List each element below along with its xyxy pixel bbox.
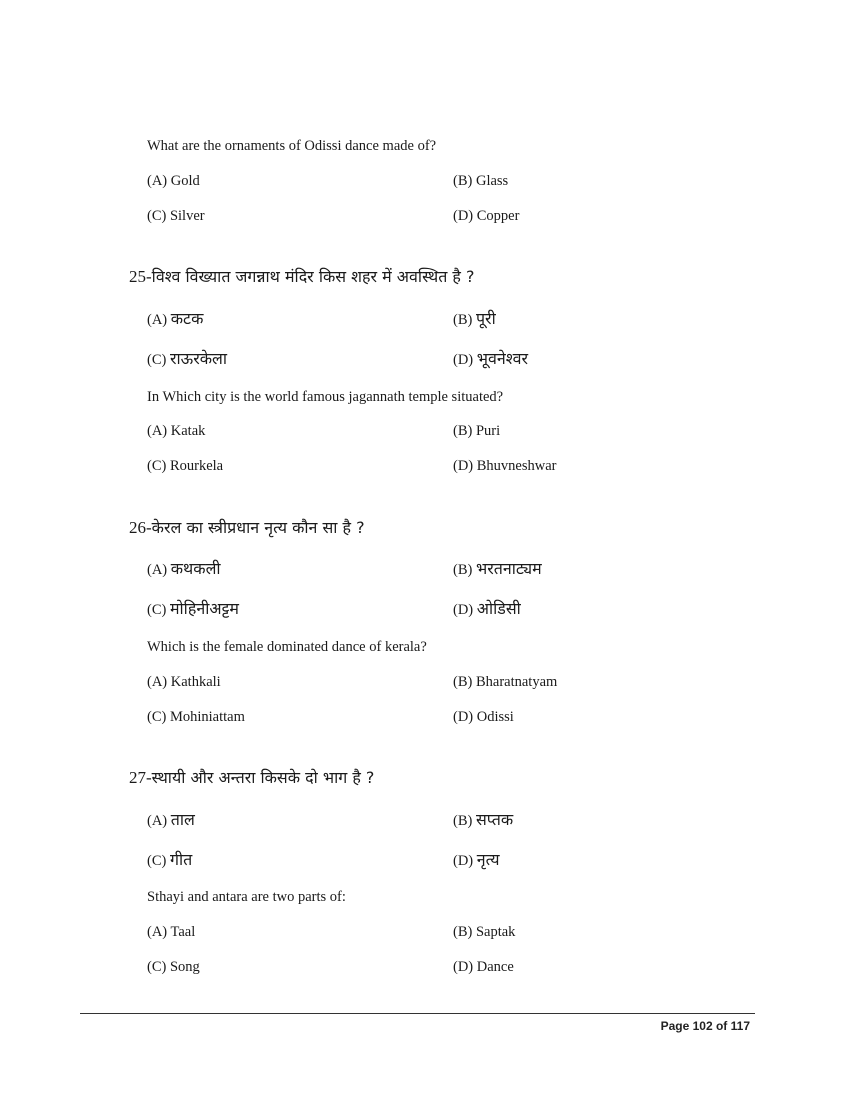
option-text: Gold: [170, 173, 200, 189]
option-text: Bhuvneshwar: [476, 458, 557, 474]
option-label: (C): [147, 602, 167, 618]
option-label: (B): [453, 924, 473, 940]
option-label: (A): [147, 674, 168, 690]
option-label: (C): [147, 458, 167, 474]
option-label: (C): [147, 959, 167, 975]
option-label: (A): [147, 423, 168, 439]
option-label: (A): [147, 562, 168, 578]
option-label: (D): [453, 853, 474, 869]
question-text: Which is the female dominated dance of kerala?: [147, 639, 427, 655]
option-d: [453, 959, 514, 976]
option-b: [453, 674, 557, 691]
option-label: (C): [147, 208, 167, 224]
question-text: In Which city is the world famous jagannath temple situated?: [147, 389, 504, 405]
option-c: [147, 597, 239, 619]
option-text: भूवनेश्वर: [476, 349, 529, 368]
option-b: [453, 173, 508, 190]
option-text: ओडिसी: [476, 599, 521, 618]
option-label: (C): [147, 709, 167, 725]
option-c: [147, 848, 192, 870]
option-c: [147, 208, 205, 225]
option-text: कटक: [170, 309, 204, 328]
option-text: मोहिनीअट्टम: [169, 599, 239, 618]
option-label: (A): [147, 924, 168, 940]
option-label: (B): [453, 312, 473, 328]
option-label: (D): [453, 602, 474, 618]
option-text: पूरी: [475, 309, 496, 328]
option-label: (B): [453, 173, 473, 189]
option-d: [453, 458, 557, 475]
option-label: (B): [453, 562, 473, 578]
question-text: Sthayi and antara are two parts of:: [147, 889, 346, 905]
question-heading: [129, 766, 374, 788]
option-label: (C): [147, 352, 167, 368]
option-c: [147, 959, 200, 976]
option-text: राऊरकेला: [169, 349, 228, 368]
question-text-hindi: स्थायी और अन्तरा किसके दो भाग है ?: [151, 768, 375, 787]
question-number: 25-: [129, 267, 152, 286]
option-label: (D): [453, 458, 474, 474]
option-b: [453, 924, 515, 941]
option-text: ताल: [170, 810, 195, 829]
option-label: (B): [453, 674, 473, 690]
page-number: Page 102 of 117: [660, 1019, 750, 1033]
option-a: [147, 423, 205, 440]
option-text: नृत्य: [476, 850, 500, 869]
option-label: (D): [453, 208, 474, 224]
option-text: भरतनाट्यम: [475, 559, 542, 578]
option-a: [147, 924, 195, 941]
option-text: Copper: [476, 208, 520, 224]
option-text: Bharatnatyam: [475, 674, 558, 690]
option-d: [453, 848, 500, 870]
option-c: [147, 709, 245, 726]
option-text: Odissi: [476, 709, 514, 725]
option-label: (D): [453, 709, 474, 725]
option-text: सप्तक: [475, 810, 514, 829]
question-text: What are the ornaments of Odissi dance made of?: [147, 138, 437, 154]
option-text: गीत: [169, 850, 193, 869]
option-label: (B): [453, 423, 473, 439]
option-text: Rourkela: [169, 458, 224, 474]
option-text: Saptak: [475, 924, 516, 940]
option-text: Song: [169, 959, 200, 975]
option-text: Taal: [170, 924, 196, 940]
question-number: 27-: [129, 768, 152, 787]
option-a: [147, 674, 221, 691]
footer-divider: [80, 1013, 755, 1014]
option-a: [147, 808, 195, 830]
option-d: [453, 597, 521, 619]
option-label: (B): [453, 813, 473, 829]
option-c: [147, 458, 223, 475]
question-heading: [129, 516, 365, 538]
option-d: [453, 347, 528, 369]
option-d: [453, 709, 514, 726]
question-text-hindi: विश्व विख्यात जगन्नाथ मंदिर किस शहर में अवस्थित है ?: [151, 267, 475, 286]
option-text: कथकली: [170, 559, 221, 578]
option-label: (A): [147, 312, 168, 328]
question-text-hindi: केरल का स्त्रीप्रधान नृत्य कौन सा है ?: [151, 518, 365, 537]
option-d: [453, 208, 519, 225]
option-label: (D): [453, 352, 474, 368]
option-a: [147, 173, 200, 190]
option-a: [147, 307, 203, 329]
option-text: Puri: [475, 423, 501, 439]
option-label: (A): [147, 813, 168, 829]
option-b: [453, 557, 542, 579]
option-text: Mohiniattam: [169, 709, 245, 725]
option-text: Glass: [475, 173, 509, 189]
option-b: [453, 423, 500, 440]
option-text: Silver: [169, 208, 205, 224]
option-b: [453, 307, 496, 329]
question-number: 26-: [129, 518, 152, 537]
option-label: (D): [453, 959, 474, 975]
option-a: [147, 557, 221, 579]
option-text: Dance: [476, 959, 514, 975]
option-label: (A): [147, 173, 168, 189]
question-heading: [129, 265, 474, 287]
option-b: [453, 808, 513, 830]
option-label: (C): [147, 853, 167, 869]
option-text: Kathkali: [170, 674, 221, 690]
option-c: [147, 347, 227, 369]
option-text: Katak: [170, 423, 206, 439]
